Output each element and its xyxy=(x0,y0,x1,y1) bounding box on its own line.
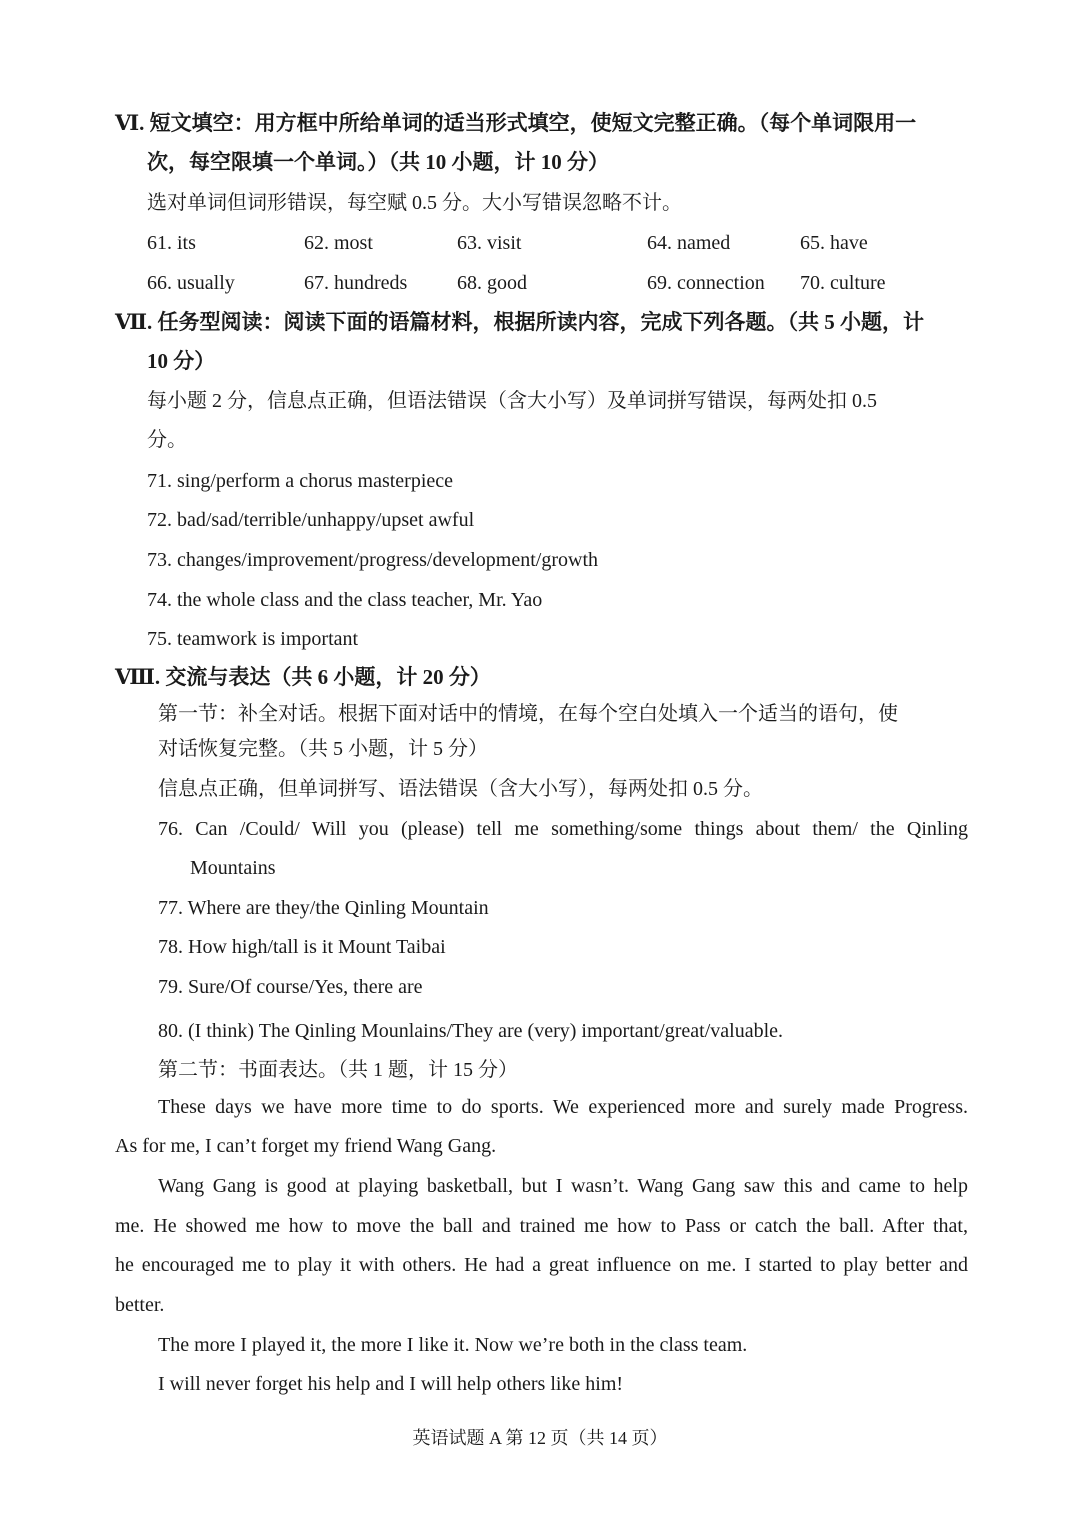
section8-part2-heading: 第二节：书面表达。（共 1 题，计 15 分） xyxy=(158,1059,518,1081)
answer-61: 61. its xyxy=(147,232,196,254)
answer-68: 68. good xyxy=(457,272,527,294)
answer-63: 63. visit xyxy=(457,232,522,254)
answer-70: 70. culture xyxy=(800,272,886,294)
essay-p2-line2: me. He showed me how to move the ball and trained me how to Pass or catch the ball. After that, xyxy=(115,1215,968,1237)
section6-heading-line1: Ⅵ. 短文填空：用方框中所给单词的适当形式填空，使短文完整正确。（每个单词限用一 xyxy=(115,111,917,135)
answer-69: 69. connection xyxy=(647,272,765,294)
answer-75: 75. teamwork is important xyxy=(147,628,359,650)
page-footer: 英语试题 A 第 12 页（共 14 页） xyxy=(412,1428,668,1448)
section8-part1-note: 信息点正确，但单词拼写、语法错误（含大小写），每两处扣 0.5 分。 xyxy=(158,778,763,800)
section7-heading-line2: 10 分） xyxy=(147,349,216,373)
answer-73: 73. changes/improvement/progress/development/growth xyxy=(147,549,599,571)
answer-74: 74. the whole class and the class teacher, Mr. Yao xyxy=(147,589,543,611)
section7-heading-line1: Ⅶ. 任务型阅读：阅读下面的语篇材料，根据所读内容，完成下列各题。（共 5 小题，计 xyxy=(115,310,925,334)
essay-p1-line2: As for me, I can’t forget my friend Wang Gang. xyxy=(115,1135,497,1157)
section6-heading-line2: 次，每空限填一个单词。）（共 10 小题，计 10 分） xyxy=(147,150,609,174)
essay-p1-line1: These days we have more time to do sports. We experienced more and surely made Progress. xyxy=(158,1096,968,1118)
section7-note-line2: 分。 xyxy=(147,429,187,451)
answer-71: 71. sing/perform a chorus masterpiece xyxy=(147,470,454,492)
answer-78: 78. How high/tall is it Mount Taibai xyxy=(158,936,446,958)
section7-note-line1: 每小题 2 分，信息点正确，但语法错误（含大小写）及单词拼写错误，每两处扣 0.5 xyxy=(147,390,877,412)
section8-part1-line1: 第一节：补全对话。根据下面对话中的情境，在每个空白处填入一个适当的语句，使 xyxy=(158,703,898,725)
answer-76-line1: 76. Can /Could/ Will you (please) tell me something/some things about them/ the Qinling xyxy=(158,818,968,840)
essay-p2-line1: Wang Gang is good at playing basketball, but I wasn’t. Wang Gang saw this and came to help xyxy=(158,1175,968,1197)
answer-72: 72. bad/sad/terrible/unhappy/upset awful xyxy=(147,509,475,531)
essay-p2-line4: better. xyxy=(115,1294,165,1316)
section8-heading: Ⅷ. 交流与表达（共 6 小题，计 20 分） xyxy=(115,665,491,689)
essay-p3: The more I played it, the more I like it. Now we’re both in the class team. xyxy=(158,1334,748,1356)
answer-65: 65. have xyxy=(800,232,868,254)
answer-77: 77. Where are they/the Qinling Mountain xyxy=(158,897,489,919)
essay-p4: I will never forget his help and I will help others like him! xyxy=(158,1373,624,1395)
answer-62: 62. most xyxy=(304,232,373,254)
answer-76-line2: Mountains xyxy=(190,857,276,879)
answer-66: 66. usually xyxy=(147,272,235,294)
section8-part1-line2: 对话恢复完整。（共 5 小题，计 5 分） xyxy=(158,738,488,760)
answer-80: 80. (I think) The Qinling Mounlains/They are (very) important/great/valuable. xyxy=(158,1020,784,1042)
answer-79: 79. Sure/Of course/Yes, there are xyxy=(158,976,423,998)
answer-67: 67. hundreds xyxy=(304,272,408,294)
answer-64: 64. named xyxy=(647,232,731,254)
essay-p2-line3: he encouraged me to play it with others. He had a great influence on me. I started to play better and xyxy=(115,1254,968,1276)
section6-note: 选对单词但词形错误，每空赋 0.5 分。大小写错误忽略不计。 xyxy=(147,192,682,214)
